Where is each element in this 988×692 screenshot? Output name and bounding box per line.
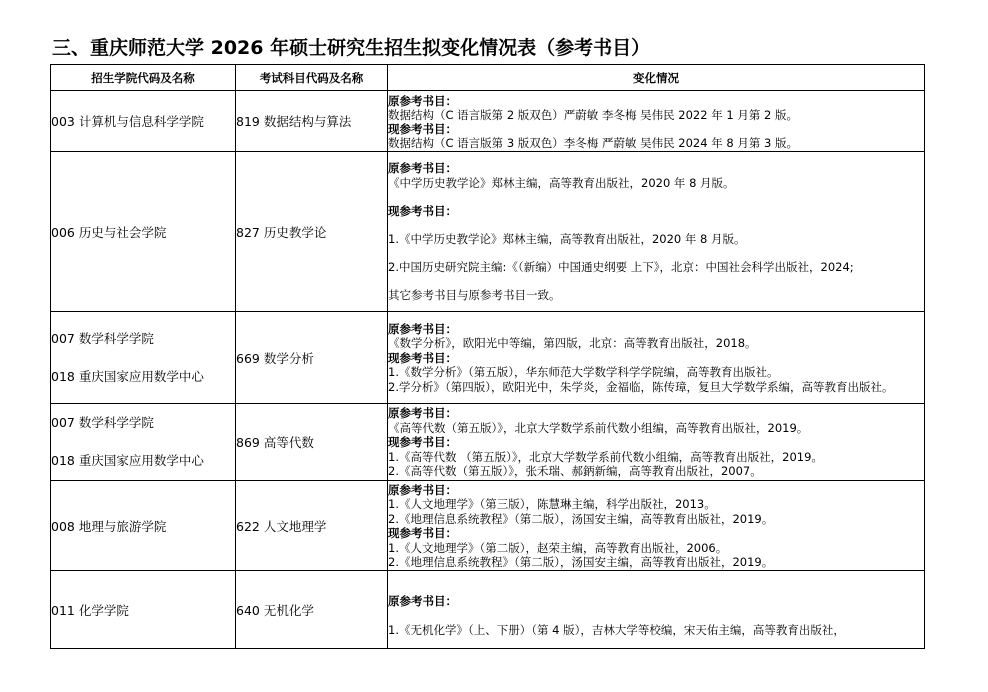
subject-cell: 622 人文地理学: [236, 481, 388, 571]
college-cell: [51, 312, 236, 404]
book-entry: 1.《中学历史教学论》郑林主编，高等教育出版社，2020 年 8 月版。: [388, 232, 746, 246]
book-entry: 2.中国历史研究院主编:《（新编）中国通史纲要 上下》，北京：中国社会科学出版社，2024;: [388, 260, 854, 274]
book-entry: 2.《地理信息系统教程》（第二版），汤国安主编，高等教育出版社，2019。: [388, 555, 774, 569]
old-books-label: 原参考书目：: [388, 406, 457, 421]
college-name: 007 数学科学学院: [51, 330, 154, 346]
book-entry: 数据结构（C 语言版第 3 版双色）李冬梅 严蔚敏 吴伟民 2024 年 8 月第 3 版。: [388, 136, 798, 150]
book-entry: 1.《数学分析》（第五版），华东师范大学数学科学学院编，高等教育出版社。: [388, 365, 779, 380]
table-row: [51, 571, 925, 649]
table-header-row: [51, 65, 925, 91]
changes-cell: [388, 152, 925, 312]
college-cell: 003 计算机与信息科学学院: [51, 91, 236, 152]
subject-cell: 819 数据结构与算法: [236, 91, 388, 152]
book-entry: 数据结构（C 语言版第 2 版双色）严蔚敏 李冬梅 吴伟民 2022 年 1 月第 2 版。: [388, 108, 798, 122]
book-entry: 2.《高等代数（第五版）》，张禾瑞、郝鈵新编，高等教育出版社，2007。: [388, 464, 762, 479]
old-books-label: 原参考书目：: [388, 482, 457, 497]
book-entry: 1.《人文地理学》（第三版），陈慧琳主编，科学出版社，2013。: [388, 497, 716, 511]
subject-cell: 669 数学分析: [236, 312, 388, 404]
book-entry: 其它参考书目与原参考书目一致。: [388, 288, 561, 302]
book-entry: 2.《地理信息系统教程》（第二版），汤国安主编，高等教育出版社，2019。: [388, 511, 774, 526]
college-cell: 006 历史与社会学院: [51, 152, 236, 312]
changes-cell: [388, 481, 925, 571]
college-name: 007 数学科学学院: [51, 415, 154, 430]
new-books-label: 现参考书目：: [388, 350, 457, 365]
new-books-label: 现参考书目：: [388, 122, 457, 136]
book-entry: 1.《人文地理学》（第二版），赵荣主编，高等教育出版社，2006。: [388, 540, 728, 555]
new-books-label: 现参考书目：: [388, 526, 457, 540]
changes-cell: [388, 404, 925, 481]
table-row: [51, 404, 925, 481]
page-title: 三、重庆师范大学 2026 年硕士研究生招生拟变化情况表（参考书目）: [52, 37, 651, 59]
college-name: 018 重庆国家应用数学中心: [51, 453, 204, 468]
changes-cell: [388, 312, 925, 404]
old-books-label: 原参考书目：: [388, 94, 457, 108]
table-row: [51, 152, 925, 312]
book-entry: 1.《无机化学》（上、下册）（第 4 版），吉林大学等校编，宋天佑主编，高等教育出版社，: [388, 622, 845, 637]
book-entry: 《中学历史教学论》郑林主编，高等教育出版社，2020 年 8 月版。: [388, 176, 735, 190]
table-row: [51, 312, 925, 404]
header-college: 招生学院代码及名称: [51, 65, 236, 91]
changes-table: [50, 64, 925, 649]
table-row: [51, 91, 925, 152]
header-changes: 变化情况: [388, 65, 925, 91]
college-cell: [51, 404, 236, 481]
changes-cell: [388, 571, 925, 649]
old-books-label: 原参考书目：: [388, 593, 457, 608]
book-entry: 《高等代数（第五版）》，北京大学数学系前代数小组编，高等教育出版社，2019。: [388, 420, 809, 435]
college-name: 018 重庆国家应用数学中心: [51, 368, 204, 384]
subject-cell: 640 无机化学: [236, 571, 388, 649]
old-books-label: 原参考书目：: [388, 161, 457, 175]
table-row: [51, 481, 925, 571]
book-entry: 1.《高等代数 （第五版）》，北京大学数学系前代数小组编，高等教育出版社，2019。: [388, 449, 823, 464]
subject-cell: 869 高等代数: [236, 404, 388, 481]
old-books-label: 原参考书目：: [388, 321, 457, 336]
book-entry: 2.学分析》（第四版），欧阳光中，朱学炎，金福临，陈传璋，复旦大学数学系编，高等教育出版社。: [388, 379, 894, 394]
book-entry: 《数学分析》，欧阳光中等编，第四版，北京：高等教育出版社，2018。: [388, 336, 757, 351]
changes-cell: [388, 91, 925, 152]
new-books-label: 现参考书目：: [388, 204, 457, 218]
new-books-label: 现参考书目：: [388, 435, 457, 450]
college-cell: 008 地理与旅游学院: [51, 481, 236, 571]
header-subject: 考试科目代码及名称: [236, 65, 388, 91]
college-cell: 011 化学学院: [51, 571, 236, 649]
subject-cell: 827 历史教学论: [236, 152, 388, 312]
